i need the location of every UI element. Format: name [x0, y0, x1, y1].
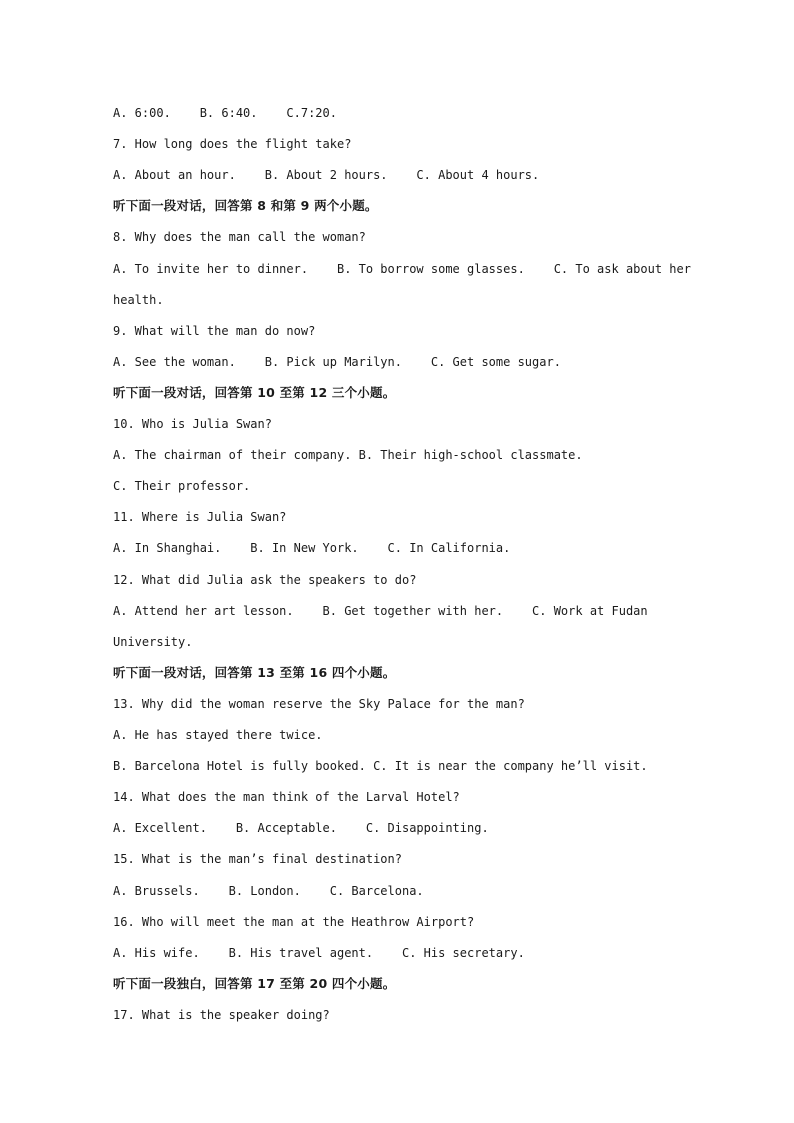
answer-options: A. The chairman of their company. B. Their high-school classmate.	[113, 448, 583, 462]
question-text: 14. What does the man think of the Larval Hotel?	[113, 790, 460, 804]
answer-options: A. About an hour. B. About 2 hours. C. About 4 hours.	[113, 168, 540, 182]
answer-options: A. Excellent. B. Acceptable. C. Disappointing.	[113, 821, 489, 835]
answer-options: A. 6:00. B. 6:40. C.7:20.	[113, 106, 337, 120]
question-text: 13. Why did the woman reserve the Sky Palace for the man?	[113, 697, 525, 711]
section-heading: 听下面一段对话，回答第 13 至第 16 四个小题。	[113, 665, 396, 680]
section-heading: 听下面一段独白，回答第 17 至第 20 四个小题。	[113, 976, 396, 991]
question-text: 15. What is the man’s final destination?	[113, 852, 402, 866]
question-text: 16. Who will meet the man at the Heathrow Airport?	[113, 915, 475, 929]
answer-options: University.	[113, 635, 193, 649]
answer-options: A. His wife. B. His travel agent. C. His secretary.	[113, 946, 525, 960]
question-text: 8. Why does the man call the woman?	[113, 230, 366, 244]
question-text: 17. What is the speaker doing?	[113, 1008, 330, 1022]
question-text: 11. Where is Julia Swan?	[113, 510, 287, 524]
question-text: 7. How long does the flight take?	[113, 137, 352, 151]
question-text: 12. What did Julia ask the speakers to do?	[113, 573, 417, 587]
answer-options: A. Attend her art lesson. B. Get together with her. C. Work at Fudan	[113, 604, 648, 618]
section-heading: 听下面一段对话，回答第 10 至第 12 三个小题。	[113, 385, 396, 400]
question-text: 10. Who is Julia Swan?	[113, 417, 272, 431]
section-heading: 听下面一段对话，回答第 8 和第 9 两个小题。	[113, 198, 378, 213]
answer-options: A. Brussels. B. London. C. Barcelona.	[113, 884, 424, 898]
answer-options: A. To invite her to dinner. B. To borrow some glasses. C. To ask about her	[113, 262, 691, 276]
answer-options: B. Barcelona Hotel is fully booked. C. It is near the company he’ll visit.	[113, 759, 648, 773]
answer-options: A. See the woman. B. Pick up Marilyn. C. Get some sugar.	[113, 355, 561, 369]
answer-options: A. He has stayed there twice.	[113, 728, 323, 742]
answer-options: C. Their professor.	[113, 479, 251, 493]
question-text: 9. What will the man do now?	[113, 324, 316, 338]
answer-options: health.	[113, 293, 164, 307]
answer-options: A. In Shanghai. B. In New York. C. In California.	[113, 541, 511, 555]
